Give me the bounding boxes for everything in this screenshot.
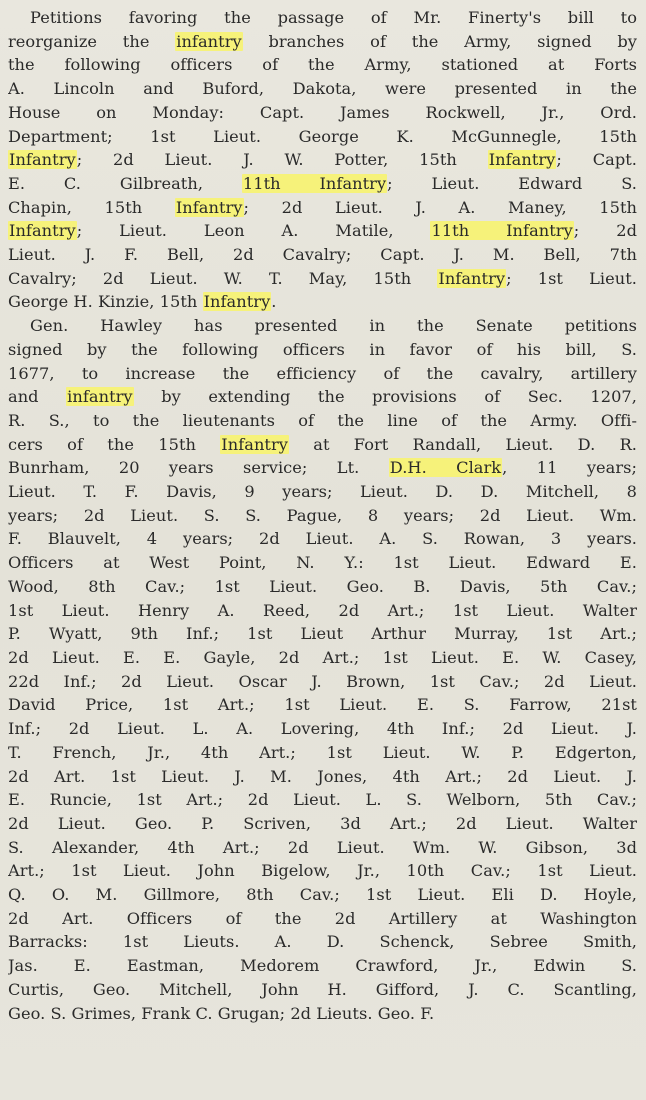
paragraph: [8, 6, 637, 314]
text-run: cers of the 15th: [8, 434, 221, 454]
text-line: [8, 622, 637, 646]
text-line: [8, 859, 637, 883]
text-run: Inf.; 2d Lieut. L. A. Lovering, 4th Inf.; 2d Lieut. J.: [8, 719, 637, 739]
text-run: the following officers of the Army, stationed at Forts: [8, 55, 637, 75]
search-highlight: Infantry: [438, 268, 506, 288]
search-highlight: Infantry: [221, 434, 288, 454]
text-line: [8, 575, 637, 599]
search-highlight: Infantry: [9, 150, 76, 170]
text-line: [8, 480, 637, 504]
text-run: R. S., to the lieutenants of the line of the Army. Offi-: [8, 410, 637, 430]
text-line: [8, 1002, 637, 1026]
text-run: and: [8, 387, 67, 407]
search-highlight: infantry: [67, 387, 133, 407]
text-line: [8, 6, 637, 30]
text-line: [8, 30, 637, 54]
text-line: [8, 954, 637, 978]
text-line: [8, 148, 637, 172]
text-run: Lieut. T. F. Davis, 9 years; Lieut. D. D. Mitchell, 8: [8, 482, 637, 502]
text-run: Petitions favoring the passage of Mr. Finerty's bill to: [30, 8, 637, 27]
text-run: years; 2d Lieut. S. S. Pague, 8 years; 2d Lieut. Wm.: [8, 505, 637, 525]
paragraph: [8, 314, 637, 1025]
text-run: 1677, to increase the efficiency of the cavalry, artillery: [8, 363, 637, 383]
text-line: [8, 196, 637, 220]
text-run: .: [271, 292, 277, 312]
text-line: [8, 646, 637, 670]
text-run: by extending the provisions of Sec. 1207,: [133, 387, 637, 407]
text-line: [8, 433, 637, 457]
text-line: [8, 385, 637, 409]
text-line: [8, 717, 637, 741]
text-run: Geo. S. Grimes, Frank C. Grugan; 2d Lieuts. Geo. F.: [8, 1003, 435, 1023]
text-line: [8, 978, 637, 1002]
text-line: [8, 172, 637, 196]
search-highlight: D.H. Clark: [389, 458, 502, 478]
text-run: ; 2d: [573, 221, 637, 241]
text-line: [8, 670, 637, 694]
text-run: Bunrham, 20 years service; Lt.: [8, 458, 389, 478]
text-line: [8, 77, 637, 101]
text-line: [8, 836, 637, 860]
search-highlight: Infantry: [175, 197, 243, 217]
text-run: Jas. E. Eastman, Medorem Crawford, Jr., Edwin S.: [8, 956, 637, 976]
text-run: ; Lieut. Leon A. Matile,: [76, 221, 431, 241]
text-run: Curtis, Geo. Mitchell, John H. Gifford, J. C. Scantling,: [8, 979, 637, 999]
text-line: [8, 599, 637, 623]
text-line: [8, 409, 637, 433]
text-run: Wood, 8th Cav.; 1st Lieut. Geo. B. Davis, 5th Cav.;: [8, 576, 637, 596]
text-run: 2d Art. Officers of the 2d Artillery at Washington: [8, 908, 637, 928]
text-line: [8, 788, 637, 812]
text-run: George H. Kinzie, 15th: [8, 292, 203, 312]
text-run: 2d Lieut. E. E. Gayle, 2d Art.; 1st Lieut. E. W. Casey,: [8, 647, 637, 667]
text-run: 1st Lieut. Henry A. Reed, 2d Art.; 1st Lieut. Walter: [8, 600, 637, 620]
search-highlight: infantry: [176, 31, 242, 51]
text-run: ; 2d Lieut. J. A. Maney, 15th: [243, 197, 637, 217]
text-run: 2d Art. 1st Lieut. J. M. Jones, 4th Art.; 2d Lieut. J.: [8, 766, 637, 786]
text-line: [8, 290, 637, 314]
text-line: [8, 551, 637, 575]
text-run: 2d Lieut. Geo. P. Scriven, 3d Art.; 2d Lieut. Walter: [8, 813, 637, 833]
search-highlight: 11th Infantry: [242, 173, 387, 193]
text-line: [8, 267, 637, 291]
text-line: [8, 741, 637, 765]
text-run: ; 2d Lieut. J. W. Potter, 15th: [76, 150, 488, 170]
text-run: E. Runcie, 1st Art.; 2d Lieut. L. S. Welborn, 5th Cav.;: [8, 790, 637, 810]
text-run: House on Monday: Capt. James Rockwell, Jr., Ord.: [8, 102, 637, 122]
text-run: F. Blauvelt, 4 years; 2d Lieut. A. S. Rowan, 3 years.: [8, 529, 637, 549]
text-line: [8, 456, 637, 480]
text-run: ; Capt.: [556, 150, 637, 170]
text-run: , 11 years;: [502, 458, 637, 478]
text-line: [8, 765, 637, 789]
text-run: signed by the following officers in favor of his bill, S.: [8, 339, 637, 359]
text-run: Department; 1st Lieut. George K. McGunnegle, 15th: [8, 126, 637, 146]
text-run: T. French, Jr., 4th Art.; 1st Lieut. W. P. Edgerton,: [8, 742, 637, 762]
text-run: 22d Inf.; 2d Lieut. Oscar J. Brown, 1st Cav.; 2d Lieut.: [8, 671, 637, 691]
text-run: S. Alexander, 4th Art.; 2d Lieut. Wm. W. Gibson, 3d: [8, 837, 637, 857]
text-run: ; 1st Lieut.: [506, 268, 637, 288]
text-line: [8, 53, 637, 77]
text-line: [8, 125, 637, 149]
text-run: Q. O. M. Gillmore, 8th Cav.; 1st Lieut. Eli D. Hoyle,: [8, 885, 637, 905]
search-highlight: Infantry: [488, 150, 556, 170]
text-run: Gen. Hawley has presented in the Senate petitions: [30, 316, 637, 336]
search-highlight: Infantry: [203, 292, 271, 312]
text-run: Art.; 1st Lieut. John Bigelow, Jr., 10th Cav.; 1st Lieut.: [8, 861, 637, 881]
text-line: [8, 101, 637, 125]
text-line: [8, 314, 637, 338]
text-line: [8, 930, 637, 954]
text-run: reorganize the: [8, 31, 176, 51]
text-run: ; Lieut. Edward S.: [387, 173, 637, 193]
text-run: at Fort Randall, Lieut. D. R.: [288, 434, 637, 454]
text-run: A. Lincoln and Buford, Dakota, were presented in the: [8, 79, 637, 99]
search-highlight: Infantry: [9, 221, 76, 241]
text-run: Chapin, 15th: [8, 197, 175, 217]
text-run: Lieut. J. F. Bell, 2d Cavalry; Capt. J. M. Bell, 7th: [8, 245, 637, 265]
text-line: [8, 338, 637, 362]
text-line: [8, 693, 637, 717]
text-run: Cavalry; 2d Lieut. W. T. May, 15th: [8, 268, 438, 288]
text-line: [8, 883, 637, 907]
article-body: [8, 6, 637, 1025]
text-run: E. C. Gilbreath,: [8, 173, 242, 193]
text-run: Barracks: 1st Lieuts. A. D. Schenck, Sebree Smith,: [8, 932, 637, 952]
text-run: branches of the Army, signed by: [242, 31, 637, 51]
text-run: P. Wyatt, 9th Inf.; 1st Lieut Arthur Murray, 1st Art.;: [8, 624, 637, 644]
text-line: [8, 527, 637, 551]
text-run: David Price, 1st Art.; 1st Lieut. E. S. Farrow, 21st: [8, 695, 637, 715]
text-line: [8, 907, 637, 931]
text-line: [8, 504, 637, 528]
text-line: [8, 219, 637, 243]
text-line: [8, 812, 637, 836]
search-highlight: 11th Infantry: [431, 221, 573, 241]
text-line: [8, 362, 637, 386]
text-line: [8, 243, 637, 267]
text-run: Officers at West Point, N. Y.: 1st Lieut. Edward E.: [8, 553, 637, 573]
